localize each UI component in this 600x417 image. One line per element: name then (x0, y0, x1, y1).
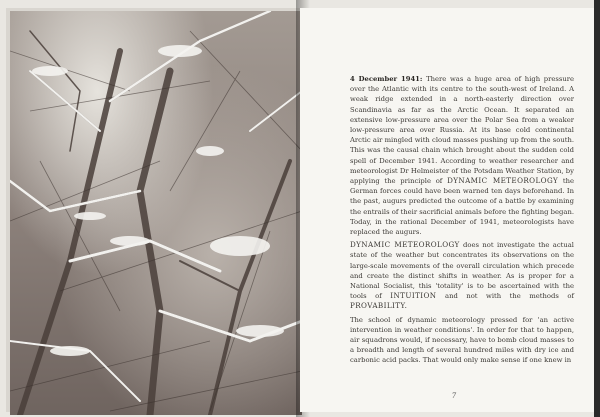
paragraph-3 (350, 315, 574, 366)
date-heading: 4 December 1941: (350, 75, 423, 83)
paragraph-2 (350, 240, 574, 311)
emphasis-caps: PROVABILITY. (350, 301, 408, 311)
book-edge (594, 0, 600, 417)
page-number: 7 (451, 392, 457, 400)
paragraph-text: does not investigate the actual state of the weather but concentrates its observations on the large-scale movements of the overall circulation which precede and create the distinct shifts in weather. As is proper for a National Socialist, this 'totality' is to be ascertained with the tools of (350, 241, 574, 301)
emphasis-caps: DYNAMIC METEOROLOGY (350, 240, 460, 250)
paragraph-text: the German forces could have been warned ten days beforehand. In the past, augurs predicted the outcome of a battle by examining the entrails of their sacrificial animals before the fighting began. Today, in the rational December of 1941, meteorologists have replaced the augurs. (350, 177, 574, 237)
paragraph-text: and not with the methods of (436, 292, 574, 301)
emphasis-caps: INTUITION (390, 291, 437, 301)
snowy-forest-photo (10, 11, 302, 415)
right-page (300, 8, 594, 412)
snowy-branches-illustration (10, 11, 302, 415)
left-page (6, 8, 300, 412)
paragraph-1 (350, 74, 574, 237)
paragraph-text: The school of dynamic meteorology pressed for 'an active intervention in weather conditions'. In order for that to happen, air squadrons would, if necessary, have to bomb cloud masses to a breadth and length of several hundred miles with dry ice and carbonic acid packs. That would only make sense if one knew in (350, 315, 574, 365)
paragraph-text: There was a huge area of high pressure over the Atlantic with its centre to the south-west of Ireland. A weak ridge extended in a north-easterly direction over Scandinavia as far as the Arctic Ocean. It separated an extensive low-pressure area over the Polar Sea from a weaker low-pressure area over Russia. At its base cold continental Arctic air mingled with cloud masses pushing up from the south. This was the causal chain which brought about the sudden cold spell of December 1941. According to weather researcher and meteorologist Dr Helmeister of the Potsdam Weather Station, by applying the principle of (350, 75, 575, 186)
emphasis-caps: DYNAMIC METEOROLOGY (447, 176, 559, 186)
body-text (350, 74, 574, 369)
